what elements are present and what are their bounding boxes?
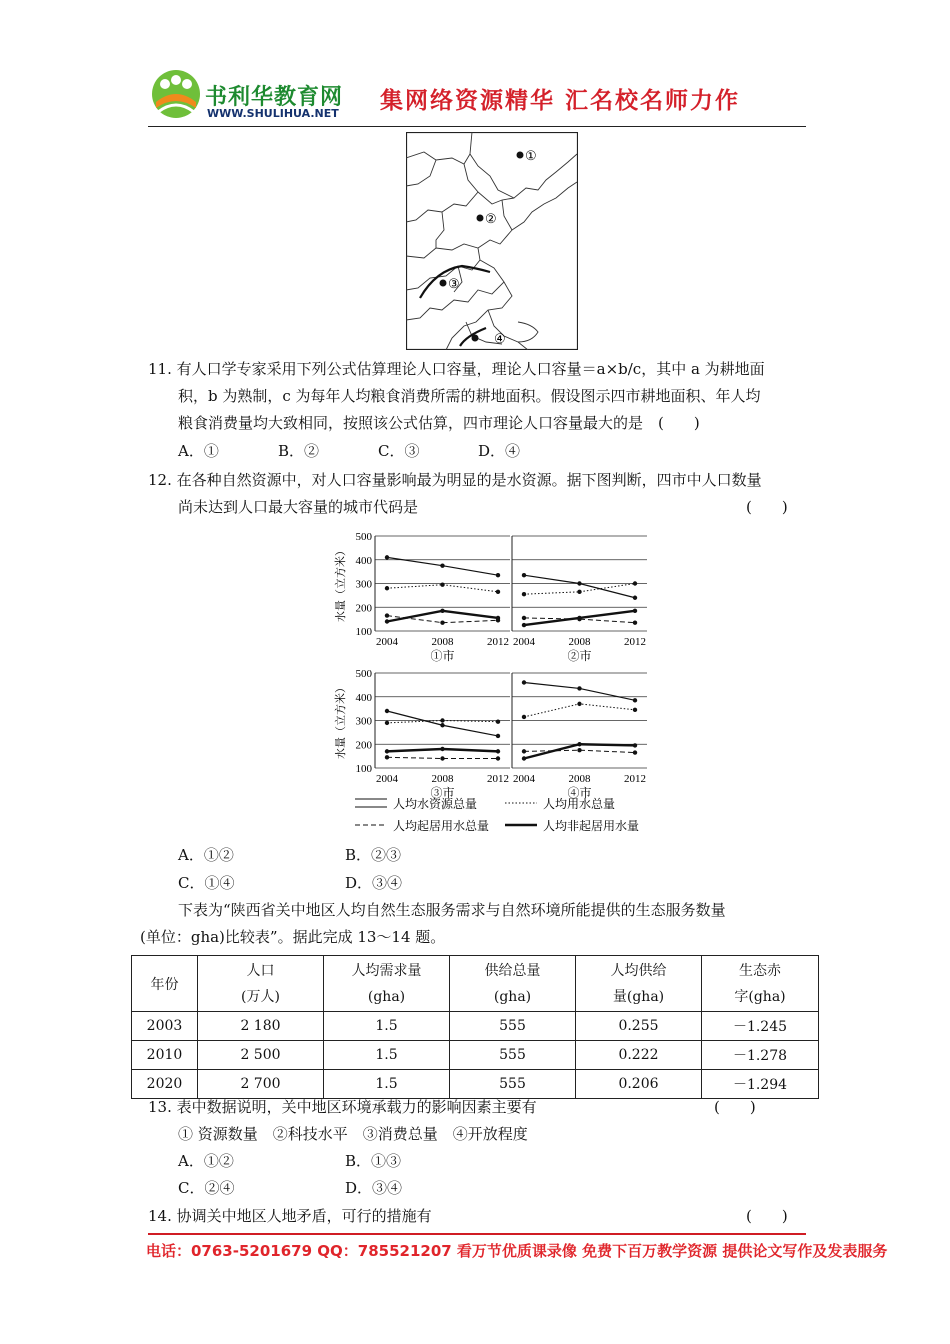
table-cell: 1.5: [324, 1041, 450, 1070]
table-cell: 2020: [132, 1070, 198, 1099]
data-point-nonliving: [522, 623, 526, 627]
data-point-total: [633, 596, 637, 600]
q12-bracket: ( ): [746, 498, 788, 516]
y-tick-label: 200: [355, 602, 372, 615]
data-point-nonliving: [385, 749, 389, 753]
x-tick-label: 2004: [513, 773, 535, 785]
table-cell: 0.255: [576, 1012, 702, 1041]
data-point-total: [633, 698, 637, 702]
table-header-cell: 人均需求量 (gha): [324, 956, 450, 1012]
table-cell: 0.222: [576, 1041, 702, 1070]
q11-option-b[interactable]: B．②: [278, 442, 320, 460]
y-tick-label: 400: [355, 691, 372, 704]
x-tick-label: 2004: [376, 773, 398, 785]
data-point-total: [440, 723, 444, 727]
footer-contact: 电话：0763-5201679 QQ：785521207 看万节优质课录像 免费下百万教学资源 提供论文写作及发表服务: [146, 1242, 888, 1260]
panel-title: ②市: [567, 649, 592, 663]
data-point-total: [496, 573, 500, 577]
legend-label: 人均用水总量: [543, 797, 616, 811]
data-point-total: [385, 555, 389, 559]
table-row: [132, 1041, 819, 1070]
x-tick-label: 2012: [487, 773, 509, 785]
data-point-total: [522, 680, 526, 684]
q12-line2: 尚未达到人口最大容量的城市代码是: [178, 498, 419, 516]
table-header-cell: 人均供给 量(gha): [576, 956, 702, 1012]
data-point-use: [633, 581, 637, 585]
x-tick-label: 2008: [431, 773, 454, 785]
y-tick-label: 100: [355, 763, 372, 775]
y-axis-label: 水量（立方米）: [335, 682, 347, 759]
table-header-cell: 人口 (万人): [198, 956, 324, 1012]
data-point-nonliving: [440, 747, 444, 751]
series-line-total: [524, 683, 635, 701]
data-point-use: [385, 586, 389, 590]
x-tick-label: 2012: [487, 636, 509, 648]
table-cell: 555: [450, 1041, 576, 1070]
q13-factors: ① 资源数量 ②科技水平 ③消费总量 ④开放程度: [178, 1125, 528, 1143]
data-point-living: [496, 756, 500, 760]
y-tick-label: 500: [355, 531, 372, 543]
water-chart: [330, 528, 660, 838]
region-map: [406, 132, 578, 350]
y-tick-label: 100: [355, 626, 372, 638]
q13-bracket: ( ): [714, 1098, 756, 1116]
map-label-1: ①: [525, 148, 537, 163]
table-cell: 2010: [132, 1041, 198, 1070]
water-chart-svg: [330, 528, 660, 838]
data-point-nonliving: [385, 619, 389, 623]
y-tick-label: 300: [355, 578, 372, 591]
panel-title: ①市: [430, 649, 455, 663]
map-figure: [406, 132, 578, 350]
q11-line2: 积，b 为熟制，c 为每年人均粮食消费所需的耕地面积。假设图示四市耕地面积、年人均: [178, 387, 761, 405]
x-tick-label: 2012: [624, 636, 646, 648]
data-point-use: [577, 702, 581, 706]
x-tick-label: 2004: [376, 636, 398, 648]
x-tick-label: 2004: [513, 636, 535, 648]
data-point-use: [385, 721, 389, 725]
intro-line2: (单位：gha)比较表”。据此完成 13～14 题。: [140, 928, 446, 946]
data-point-nonliving: [440, 609, 444, 613]
table-cell: 2 180: [198, 1012, 324, 1041]
data-point-use: [496, 590, 500, 594]
logo-icon: [150, 68, 202, 120]
x-tick-label: 2012: [624, 773, 646, 785]
logo-url[interactable]: WWW.SHULIHUA.NET: [207, 107, 339, 120]
map-label-3: ③: [448, 276, 460, 291]
data-point-use: [496, 719, 500, 723]
q13-option-a[interactable]: A．①②: [178, 1152, 234, 1170]
data-point-living: [440, 756, 444, 760]
q14-line1: 14. 协调关中地区人地矛盾，可行的措施有: [148, 1207, 432, 1225]
data-point-use: [522, 715, 526, 719]
map-label-4: ④: [494, 331, 506, 346]
table-cell: 555: [450, 1012, 576, 1041]
data-point-living: [577, 748, 581, 752]
intro-line1: 下表为“陕西省关中地区人均自然生态服务需求与自然环境所能提供的生态服务数量: [178, 901, 726, 919]
data-point-living: [385, 613, 389, 617]
table-header-cell: 年份: [132, 956, 198, 1012]
panel-title: ④市: [567, 786, 592, 800]
q13-option-b[interactable]: B．①③: [345, 1152, 402, 1170]
q13-option-d[interactable]: D．③④: [345, 1179, 403, 1197]
panel-title: ③市: [430, 786, 455, 800]
table-header-cell: 生态赤 字(gha): [702, 956, 819, 1012]
header: [0, 0, 950, 130]
data-point-total: [577, 686, 581, 690]
data-point-living: [633, 620, 637, 624]
table-cell: 555: [450, 1070, 576, 1099]
data-point-nonliving: [496, 616, 500, 620]
table-cell: －1.278: [702, 1041, 819, 1070]
legend-label: 人均起居用水总量: [393, 819, 490, 833]
y-tick-label: 200: [355, 739, 372, 752]
q12-option-c[interactable]: C．①④: [178, 874, 235, 892]
y-tick-label: 400: [355, 554, 372, 567]
data-point-use: [633, 708, 637, 712]
table-cell: 2 500: [198, 1041, 324, 1070]
data-point-living: [522, 749, 526, 753]
header-divider: [148, 126, 806, 127]
q12-option-a[interactable]: A．①②: [178, 846, 234, 864]
table-cell: 1.5: [324, 1070, 450, 1099]
y-tick-label: 300: [355, 715, 372, 728]
data-point-living: [522, 616, 526, 620]
x-tick-label: 2008: [568, 773, 591, 785]
legend-label: 人均非起居用水量: [543, 819, 640, 833]
data-point-living: [633, 750, 637, 754]
q11-line1: 11. 有人口学专家采用下列公式估算理论人口容量，理论人口容量＝a×b/c，其中 a 为耕地面: [148, 360, 765, 378]
table-cell: －1.245: [702, 1012, 819, 1041]
data-point-total: [577, 581, 581, 585]
data-point-use: [440, 582, 444, 586]
data-point-use: [522, 592, 526, 596]
q12-option-d[interactable]: D．③④: [345, 874, 403, 892]
data-point-total: [385, 709, 389, 713]
q14-bracket: ( ): [746, 1207, 788, 1225]
q11-option-d[interactable]: D．④: [478, 442, 521, 460]
data-point-nonliving: [633, 743, 637, 747]
table-header-row: [132, 956, 819, 1012]
table-cell: 2 700: [198, 1070, 324, 1099]
q13-line1: 13. 表中数据说明，关中地区环境承载力的影响因素主要有: [148, 1098, 537, 1116]
q11-option-c[interactable]: C．③: [378, 442, 420, 460]
data-point-nonliving: [496, 749, 500, 753]
x-tick-label: 2008: [568, 636, 591, 648]
map-marker-1: [517, 152, 524, 159]
map-marker-2: [477, 215, 484, 222]
map-marker-4: [472, 335, 479, 342]
table-cell: 1.5: [324, 1012, 450, 1041]
q11-option-a[interactable]: A．①: [178, 442, 219, 460]
q12-line1: 12. 在各种自然资源中，对人口容量影响最为明显的是水资源。据下图判断，四市中人口数量: [148, 471, 762, 489]
table-cell: 0.206: [576, 1070, 702, 1099]
data-point-total: [496, 734, 500, 738]
data-point-nonliving: [577, 616, 581, 620]
y-axis-label: 水量（立方米）: [335, 545, 347, 622]
data-point-nonliving: [522, 756, 526, 760]
data-point-nonliving: [633, 609, 637, 613]
data-point-use: [577, 590, 581, 594]
map-marker-3: [440, 280, 447, 287]
data-point-living: [385, 755, 389, 759]
data-point-use: [440, 718, 444, 722]
data-point-living: [440, 620, 444, 624]
header-slogan: 集网络资源精华 汇名校名师力作: [380, 88, 741, 114]
q12-option-b[interactable]: B．②③: [345, 846, 402, 864]
legend-label: 人均水资源总量: [393, 797, 478, 811]
table-header-cell: 供给总量 (gha): [450, 956, 576, 1012]
logo-name: 书利华教育网: [205, 85, 344, 110]
table-cell: 2003: [132, 1012, 198, 1041]
table-row: [132, 1012, 819, 1041]
table-cell: －1.294: [702, 1070, 819, 1099]
eco-table: [131, 955, 819, 1099]
data-point-nonliving: [577, 742, 581, 746]
x-tick-label: 2008: [431, 636, 454, 648]
q11-line3: 粮食消费量均大致相同，按照该公式估算，四市理论人口容量最大的是 ( ): [178, 414, 700, 432]
data-point-total: [440, 563, 444, 567]
q13-option-c[interactable]: C．②④: [178, 1179, 235, 1197]
y-tick-label: 500: [355, 668, 372, 680]
footer-divider: [148, 1233, 806, 1235]
data-point-total: [522, 573, 526, 577]
map-label-2: ②: [485, 211, 497, 226]
